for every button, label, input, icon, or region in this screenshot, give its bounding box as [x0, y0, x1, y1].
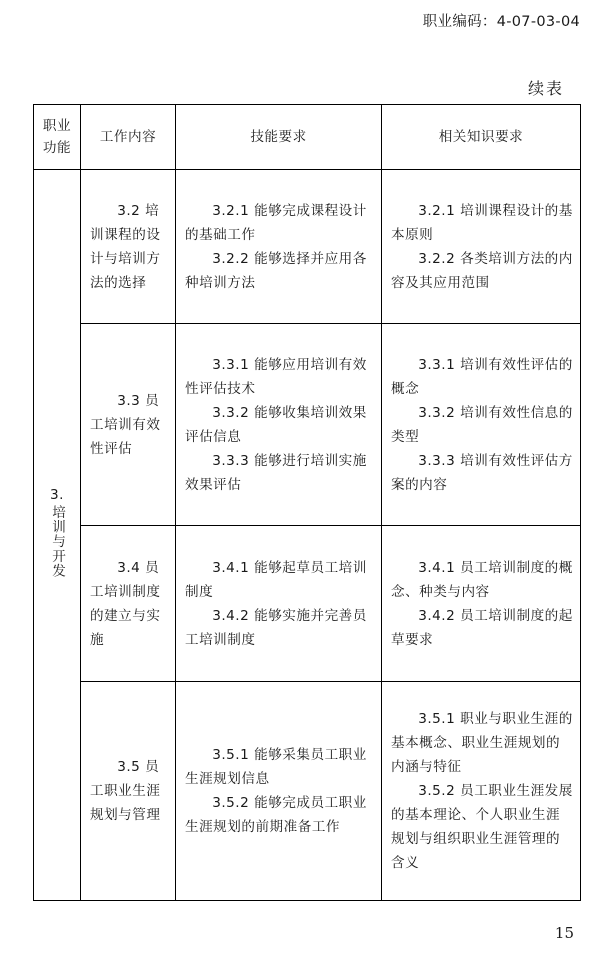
skills-cell: 3.5.1 能够采集员工职业生涯规划信息 3.5.2 能够完成员工职业生涯规划的前期准备工作	[176, 682, 382, 901]
table-row	[34, 170, 581, 324]
function-name: 培训与开发	[49, 504, 65, 578]
work-content-cell: 3.4 员工培训制度的建立与实施	[81, 526, 176, 682]
header-skills: 技能要求	[176, 105, 382, 170]
work-content-cell: 3.5 员工职业生涯规划与管理	[81, 682, 176, 901]
table-row	[34, 324, 581, 526]
knowledge-cell: 3.3.1 培训有效性评估的概念 3.3.2 培训有效性信息的类型 3.3.3 培训有效性评估方案的内容	[382, 324, 581, 526]
table-row	[34, 526, 581, 682]
page-number: 15	[554, 924, 574, 942]
work-content-cell: 3.3 员工培训有效性评估	[81, 324, 176, 526]
occupation-code: 职业编码：4-07-03-04	[422, 14, 580, 30]
function-cell	[34, 170, 81, 901]
knowledge-cell: 3.4.1 员工培训制度的概念、种类与内容 3.4.2 员工培训制度的起草要求	[382, 526, 581, 682]
requirements-table	[33, 104, 581, 901]
header-function: 职业 功能	[34, 105, 81, 170]
knowledge-cell: 3.5.1 职业与职业生涯的基本概念、职业生涯规划的内涵与特征 3.5.2 员工职业生涯发展的基本理论、个人职业生涯规划与组织职业生涯管理的含义	[382, 682, 581, 901]
table-header-row	[34, 105, 581, 170]
continued-label: 续表	[527, 79, 564, 98]
work-content-cell: 3.2 培训课程的设计与培训方法的选择	[81, 170, 176, 324]
header-knowledge: 相关知识要求	[382, 105, 581, 170]
knowledge-cell: 3.2.1 培训课程设计的基本原则 3.2.2 各类培训方法的内容及其应用范围	[382, 170, 581, 324]
table-row	[34, 682, 581, 901]
header-content: 工作内容	[81, 105, 176, 170]
skills-cell: 3.2.1 能够完成课程设计的基础工作 3.2.2 能够选择并应用各种培训方法	[176, 170, 382, 324]
skills-cell: 3.3.1 能够应用培训有效性评估技术 3.3.2 能够收集培训效果评估信息 3.3.3 能够进行培训实施效果评估	[176, 324, 382, 526]
function-number: 3.	[50, 486, 64, 503]
skills-cell: 3.4.1 能够起草员工培训制度 3.4.2 能够实施并完善员工培训制度	[176, 526, 382, 682]
